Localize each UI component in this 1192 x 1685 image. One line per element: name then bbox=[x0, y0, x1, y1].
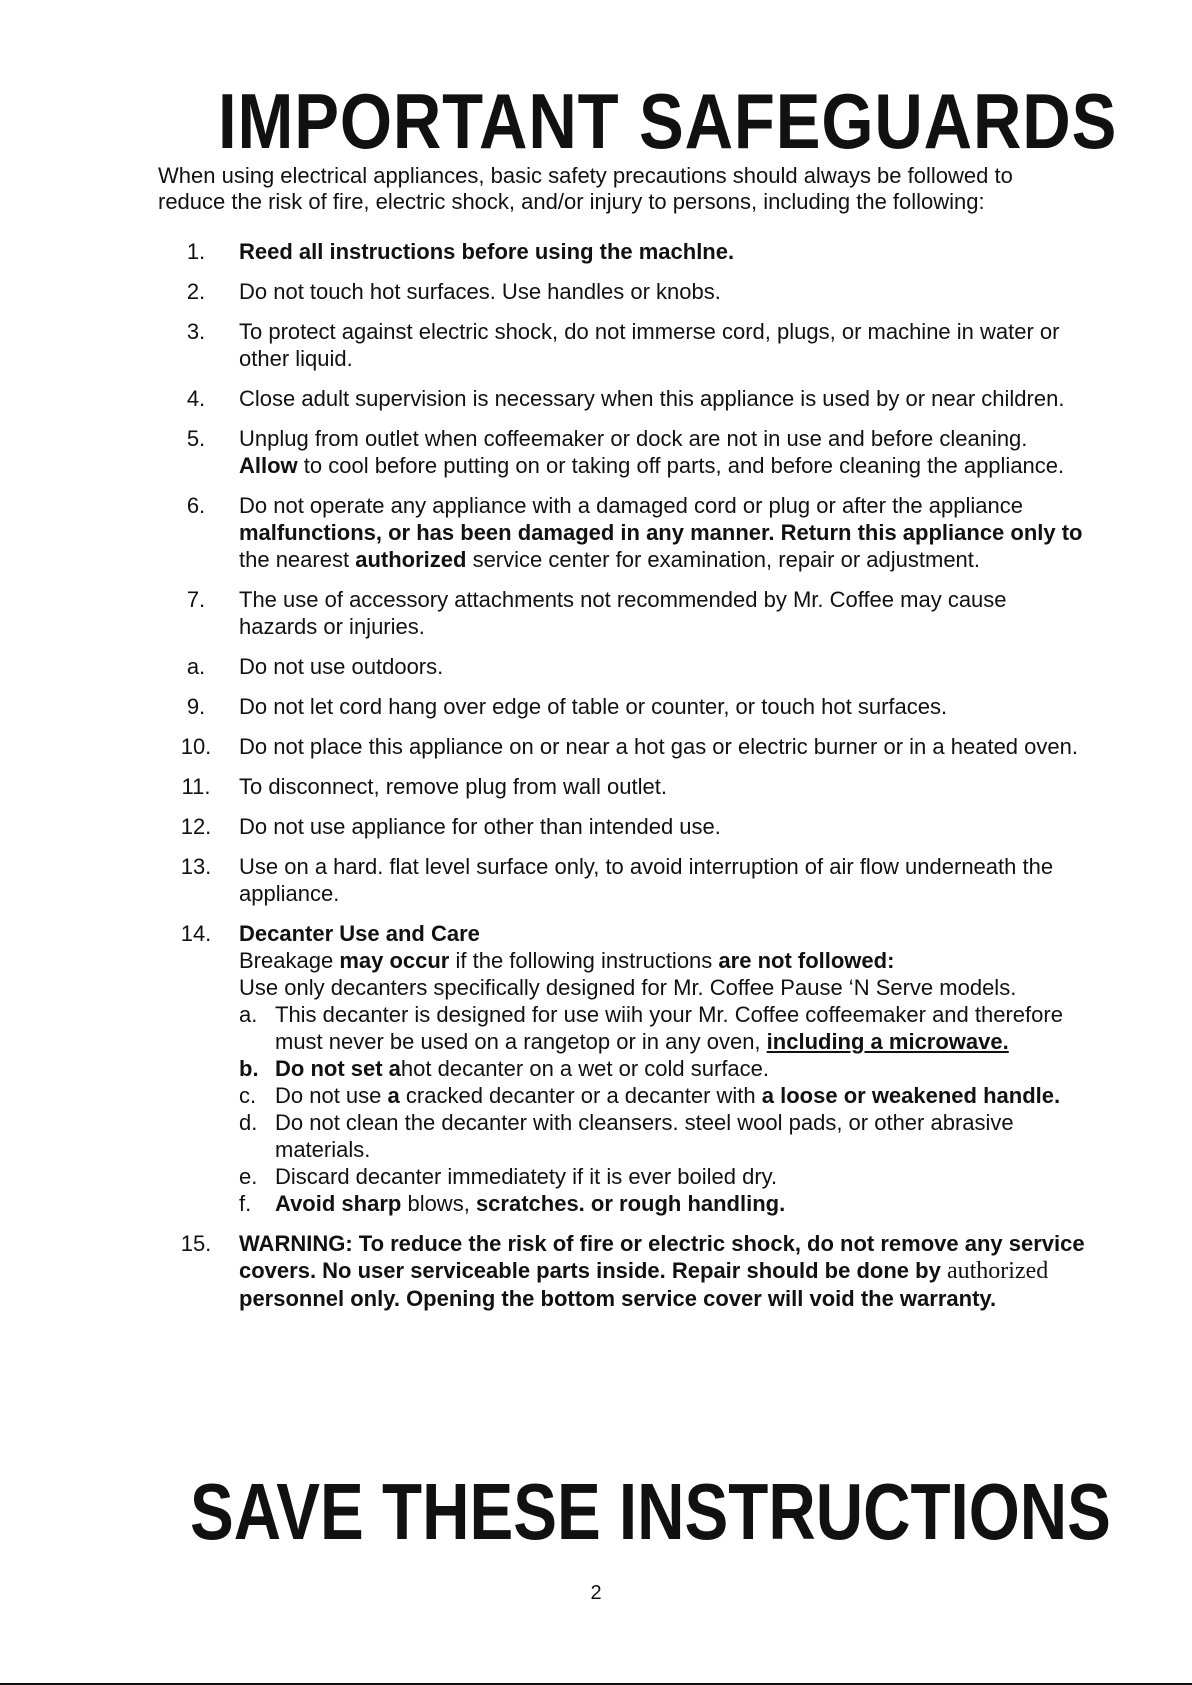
item-text: Do not touch hot surfaces. Use handles or knobs. bbox=[239, 279, 721, 304]
sub-item bbox=[239, 1082, 1086, 1109]
item-text: to cool before putting on or taking off parts, and before cleaning the appliance. bbox=[303, 453, 1065, 478]
item-text: Do not let cord hang over edge of table or counter, or touch hot surfaces. bbox=[239, 694, 948, 719]
sub-text-bold: Do not set a bbox=[275, 1056, 401, 1081]
item-text: service center for examination, repair or adjustment. bbox=[472, 547, 981, 572]
sub-item bbox=[239, 1001, 1086, 1055]
list-item-warning bbox=[176, 1230, 1086, 1312]
warning-text: WARNING: To reduce the risk of fire or electric shock, do not remove any service covers. No user serviceable parts inside. Repair should be done by bbox=[239, 1231, 1085, 1283]
decanter-intro bbox=[239, 947, 1086, 974]
item-number: 7. bbox=[186, 587, 206, 612]
sub-item bbox=[239, 1163, 1086, 1190]
item-number: 4. bbox=[186, 386, 206, 411]
page-number: 2 bbox=[590, 1582, 602, 1604]
list-item bbox=[176, 425, 1086, 479]
item-text: the nearest bbox=[239, 547, 350, 572]
item-number: a. bbox=[186, 654, 206, 679]
intro-paragraph: When using electrical appliances, basic safety precautions should always be followed to reduce the risk of fire, electric shock, and/or injury to persons, including the following: bbox=[158, 163, 1013, 214]
sub-item bbox=[239, 1109, 1086, 1163]
item-text-bold: authorized bbox=[355, 547, 467, 572]
item-number: 10. bbox=[180, 734, 212, 759]
item-text: Unplug from outlet when coffeemaker or dock are not in use and before cleaning. bbox=[239, 426, 1028, 451]
list-item bbox=[176, 653, 1086, 680]
sub-letter: a. bbox=[239, 1002, 258, 1027]
item-number: 5. bbox=[186, 426, 206, 451]
list-item bbox=[176, 586, 1086, 640]
sub-item bbox=[239, 1055, 1086, 1082]
sub-text-bold: a bbox=[387, 1083, 400, 1108]
sub-item bbox=[239, 1190, 1086, 1217]
sub-letter: f. bbox=[239, 1191, 252, 1216]
item-text: Do not use outdoors. bbox=[239, 654, 444, 679]
sub-letter: c. bbox=[239, 1083, 257, 1108]
sub-text: Do not clean the decanter with cleansers. steel wool pads, or other abrasive materials. bbox=[275, 1110, 1014, 1162]
sub-text-bold: scratches. or rough handling. bbox=[475, 1191, 786, 1216]
sub-text: Discard decanter immediatety if it is ever boiled dry. bbox=[275, 1164, 778, 1189]
list-item-decanter bbox=[176, 920, 1086, 1217]
item-text: Do not use appliance for other than intended use. bbox=[239, 814, 721, 839]
item-number: 2. bbox=[186, 279, 206, 304]
item-text: Reed all instructions before using the machlne. bbox=[239, 239, 735, 264]
sub-text: Do not use bbox=[275, 1083, 382, 1108]
sub-text: cracked decanter or a decanter with bbox=[405, 1083, 756, 1108]
list-item bbox=[176, 773, 1086, 800]
item-text-bold: Allow bbox=[239, 453, 298, 478]
item-text: To protect against electric shock, do not immerse cord, plugs, or machine in water or other liquid. bbox=[239, 319, 1060, 371]
warning-text: personnel only. Opening the bottom service cover will void the warranty. bbox=[239, 1286, 997, 1311]
sub-text: This decanter is designed for use wiih your Mr. Coffee coffeemaker and therefore must never be used on a rangetop or in any oven, bbox=[275, 1002, 1063, 1054]
item-number: 6. bbox=[186, 493, 206, 518]
list-item bbox=[176, 813, 1086, 840]
list-item bbox=[176, 693, 1086, 720]
sub-text: hot decanter on a wet or cold surface. bbox=[400, 1056, 770, 1081]
list-item bbox=[176, 492, 1086, 573]
item-text: Use on a hard. flat level surface only, to avoid interruption of air flow underneath the appliance. bbox=[239, 854, 1054, 906]
item-text-bold: malfunctions, or has been damaged in any manner. Return this appliance only to bbox=[239, 520, 1083, 545]
item-text: Close adult supervision is necessary when this appliance is used by or near children. bbox=[239, 386, 1065, 411]
decanter-models-note: Use only decanters specifically designed for Mr. Coffee Pause ‘N Serve models. bbox=[239, 975, 1017, 1000]
item-number: 9. bbox=[186, 694, 206, 719]
warning-text-serif: authorized bbox=[946, 1258, 1049, 1284]
list-item bbox=[176, 385, 1086, 412]
item-text: Do not place this appliance on or near a hot gas or electric burner or in a heated oven. bbox=[239, 734, 1078, 759]
item-number: 13. bbox=[180, 854, 212, 879]
sub-text-bold: a loose or weakened handle. bbox=[761, 1083, 1061, 1108]
item-number: 1. bbox=[186, 239, 206, 264]
sub-letter: e. bbox=[239, 1164, 258, 1189]
sub-text-underlined: including a microwave. bbox=[766, 1029, 1009, 1054]
item-text: To disconnect, remove plug from wall outlet. bbox=[239, 774, 667, 799]
sub-text-bold: Avoid sharp bbox=[275, 1191, 402, 1216]
sub-text: blows, bbox=[407, 1191, 470, 1216]
item-text: Do not operate any appliance with a damaged cord or plug or after the appliance bbox=[239, 493, 1023, 518]
decanter-heading: Decanter Use and Care bbox=[239, 921, 480, 946]
sub-letter: b. bbox=[239, 1056, 259, 1081]
item-text: Breakage bbox=[239, 948, 334, 973]
sub-letter: d. bbox=[239, 1110, 258, 1135]
list-item bbox=[176, 238, 1086, 265]
page-title: IMPORTANT SAFEGUARDS bbox=[218, 77, 1118, 165]
item-text: The use of accessory attachments not recommended by Mr. Coffee may cause hazards or injuries. bbox=[239, 587, 1007, 639]
item-number: 11. bbox=[181, 774, 211, 799]
list-item bbox=[176, 278, 1086, 305]
safeguards-list bbox=[176, 238, 1086, 1325]
item-number: 3. bbox=[186, 319, 206, 344]
list-item bbox=[176, 853, 1086, 907]
item-number: 15. bbox=[180, 1231, 212, 1256]
item-text: if the following instructions bbox=[455, 948, 713, 973]
list-item bbox=[176, 318, 1086, 372]
item-text-bold: are not followed: bbox=[718, 948, 895, 973]
item-number: 12. bbox=[180, 814, 212, 839]
item-number: 14. bbox=[180, 921, 212, 946]
list-item bbox=[176, 733, 1086, 760]
item-text-bold: may occur bbox=[339, 948, 450, 973]
save-instructions-title: SAVE THESE INSTRUCTIONS bbox=[190, 1467, 1111, 1556]
